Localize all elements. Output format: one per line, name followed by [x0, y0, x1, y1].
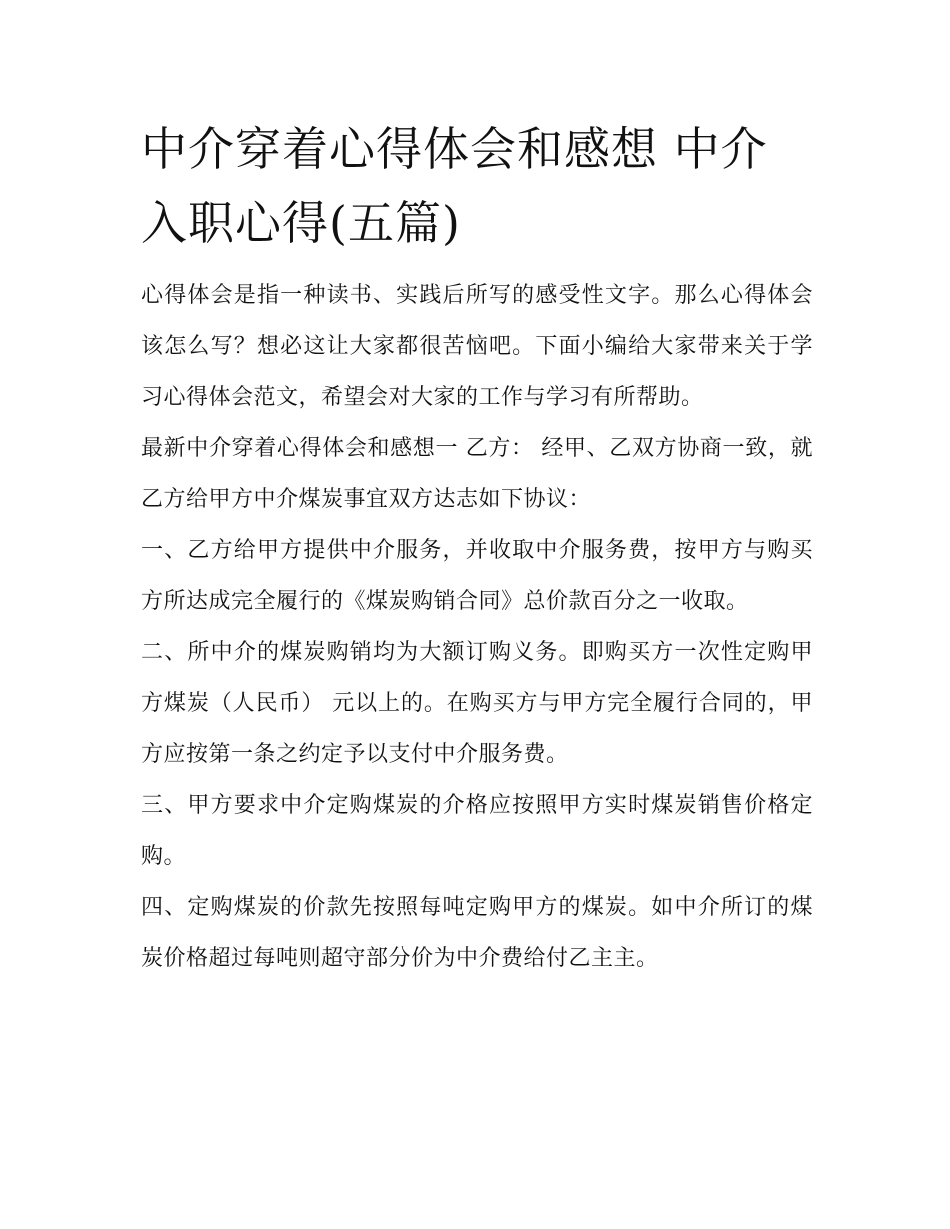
document-title: 中介穿着心得体会和感想 中介入职心得(五篇) [141, 122, 768, 250]
paragraph-clause-3: 三、甲方要求中介定购煤炭的介格应按照甲方实时煤炭销售价格定购。 [141, 793, 813, 869]
paragraph-clause-4: 四、定购煤炭的价款先按照每吨定购甲方的煤炭。如中介所订的煤炭价格超过每吨则超守部分价为中介费给付乙主主。 [141, 895, 813, 971]
paragraph-clause-2: 二、所中介的煤炭购销均为大额订购义务。即购买方一次性定购甲方煤炭（人民币） 元以上的。在购买方与甲方完全履行合同的，甲方应按第一条之约定予以支付中介服务费。 [141, 640, 813, 767]
document-body [141, 112, 813, 984]
paragraph-intro: 心得体会是指一种读书、实践后所写的感受性文字。那么心得体会该怎么写？想必这让大家都很苦恼吧。下面小编给大家带来关于学习心得体会范文，希望会对大家的工作与学习有所帮助。 [141, 283, 813, 410]
paragraph-agreement-intro: 最新中介穿着心得体会和感想一 乙方： 经甲、乙双方协商一致，就乙方给甲方中介煤炭事宜双方达志如下协议： [141, 436, 813, 512]
paragraph-clause-1: 一、乙方给甲方提供中介服务，并收取中介服务费，按甲方与购买方所达成完全履行的《煤炭购销合同》总价款百分之一收取。 [141, 538, 813, 614]
